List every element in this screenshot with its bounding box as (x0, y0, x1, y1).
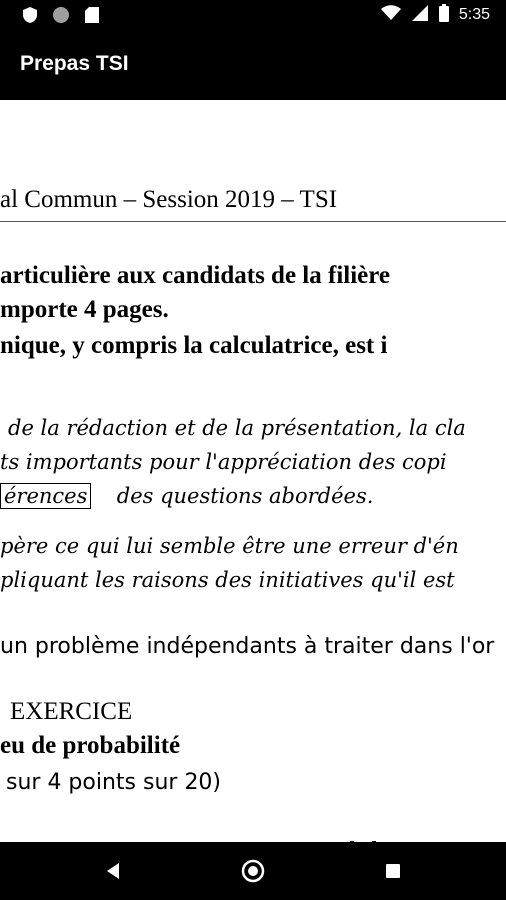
cut-off-line (0, 834, 506, 842)
sd-card-icon (84, 6, 100, 28)
navigation-bar (0, 842, 506, 900)
doc-line: mporte 4 pages. (0, 296, 169, 323)
doc-line: ts importants pour l'appréciation des copi (0, 450, 447, 474)
app-title: Prepas TSI (20, 52, 129, 75)
doc-line: un problème indépendants à traiter dans l'or (0, 634, 495, 659)
doc-line: des questions abordées. (116, 484, 374, 508)
doc-line: pliquant les raisons des initiatives qu'il est (0, 568, 455, 592)
header-rule (0, 221, 506, 222)
pdf-viewer[interactable] (0, 100, 506, 842)
wifi-icon (381, 5, 401, 25)
doc-line: nique, y compris la calculatrice, est i (0, 332, 388, 359)
back-icon[interactable] (98, 856, 128, 886)
app-bar (0, 30, 506, 100)
status-bar (0, 0, 506, 30)
battery-icon (439, 4, 449, 26)
doc-line: articulière aux candidats de la filière (0, 262, 391, 289)
exercise-heading: EXERCICE (10, 698, 133, 725)
doc-line: père ce qui lui semble être une erreur d'én (0, 534, 459, 558)
exercise-points: sur 4 points sur 20) (6, 770, 222, 795)
reference-box: érences (0, 483, 91, 509)
shield-icon (22, 6, 38, 28)
signal-icon (411, 4, 429, 26)
recents-icon[interactable] (378, 856, 408, 886)
doc-line: de la rédaction et de la présentation, la cla (8, 416, 466, 440)
circle-icon (52, 6, 70, 28)
status-time: 5:35 (458, 6, 490, 23)
home-icon[interactable] (238, 856, 268, 886)
exercise-title: eu de probabilité (0, 732, 181, 759)
doc-header: al Commun – Session 2019 – TSI (0, 186, 338, 213)
